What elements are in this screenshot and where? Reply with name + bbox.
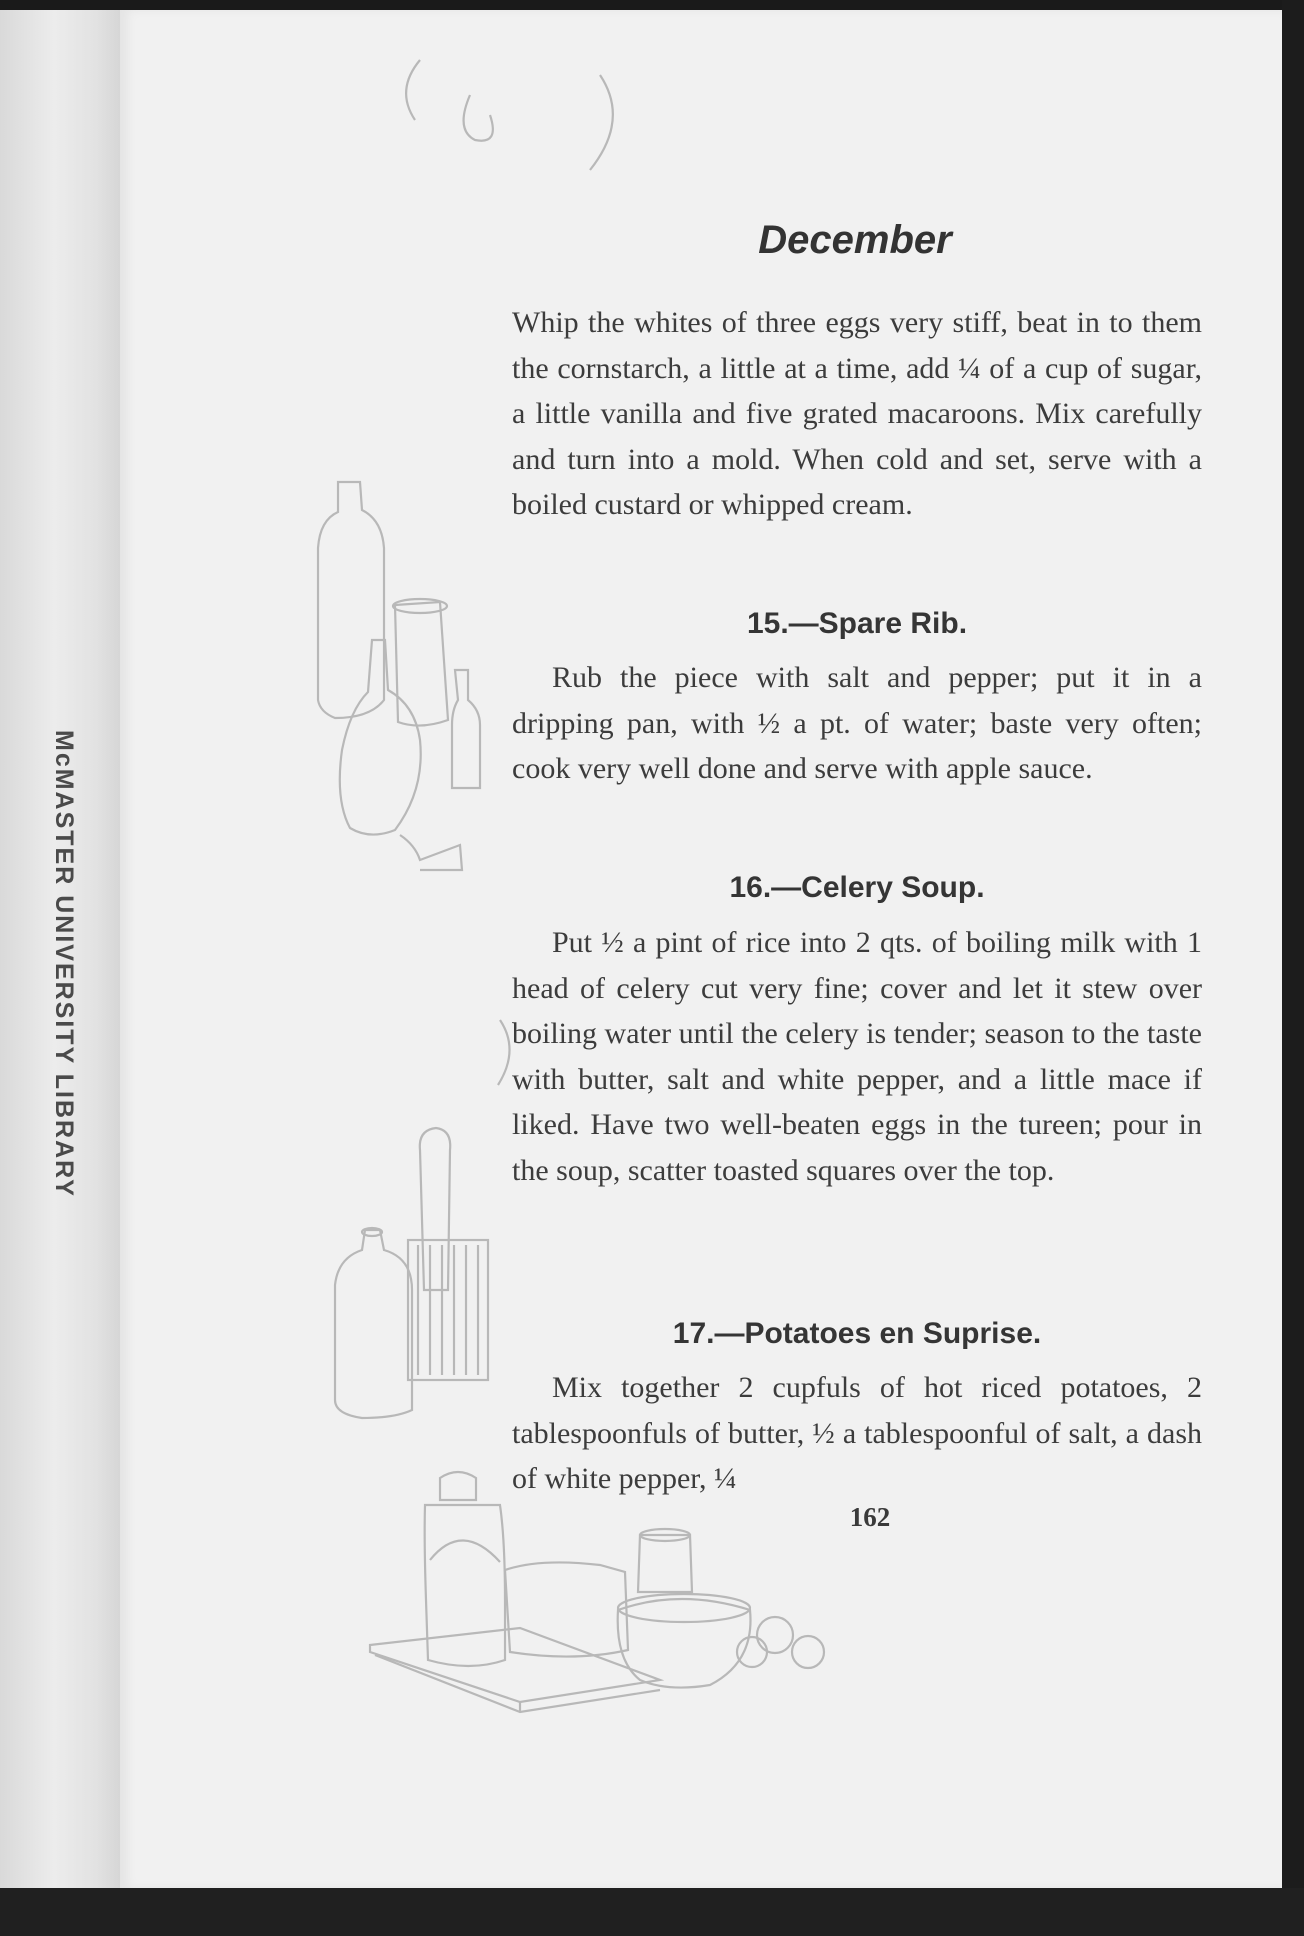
library-stamp: McMASTER UNIVERSITY LIBRARY [50,730,78,1198]
recipe-16-text: Put ½ a pint of rice into 2 qts. of boiling milk with 1 head of celery cut very fine; cover and let it stew over boiling water until the celery is tender; season to the taste with butter, salt and white pepper, and a little mace if liked. Have two well-beaten eggs in the tureen; pour in the soup, scatter toasted squares over the top. [512,926,1202,1187]
page-number: 162 [849,1502,891,1532]
recipe-17-body [512,1365,1202,1502]
intro-paragraph [512,300,1202,528]
jug-and-grater-illustration [335,1128,488,1418]
intro-paragraph-text: Whip the whites of three eggs very stiff, beat in to them the cornstarch, a little at a time, add ¼ of a cup of sugar, a little vanilla and five grated macaroons. Mix carefully and turn into a mold. When cold and set, serve with a boiled custard or whipped cream. [512,306,1202,521]
recipe-16-body [512,920,1202,1193]
kitchen-still-life-illustration [370,1472,824,1712]
recipe-15-text: Rub the piece with salt and pepper; put it in a dripping pan, with ½ a pt. of water; baste very often; cook very well done and serve with apple sauce. [512,661,1202,785]
page-header: December [758,218,952,262]
scan-right-edge [1282,0,1304,1936]
recipe-16-heading: 16.—Celery Soup. [729,871,985,904]
recipe-15-heading: 15.—Spare Rib. [746,607,968,640]
recipe-15-body [512,655,1202,792]
recipe-17-text: Mix together 2 cupfuls of hot riced potatoes, 2 tablespoonfuls of butter, ½ a tablespoonful of salt, a dash of white pepper, ¼ [512,1371,1202,1495]
scan-bottom-edge [0,1888,1304,1936]
recipe-17-heading: 17.—Potatoes en Suprise. [672,1317,1042,1350]
bottles-and-jars-illustration [318,482,480,870]
